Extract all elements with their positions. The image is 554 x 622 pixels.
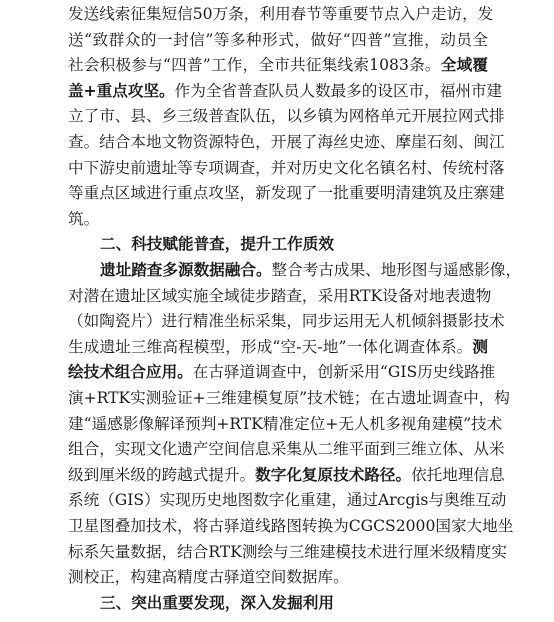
text-segment: 送“致群众的一封信”等多种形式，做好“四普”宣推，动员全 xyxy=(68,30,488,49)
text-segment: 生成遗址三维高程模型，形成“空-天-地”一体化调查体系。 xyxy=(68,337,473,356)
text-line xyxy=(68,565,488,591)
bold-heading-segment: 数字化复原技术路径。 xyxy=(255,465,412,484)
text-line xyxy=(68,335,488,361)
text-segment: 组合，实现文化遗产空间信息采集从二维平面到三维立体、从米 xyxy=(68,440,505,459)
section-heading xyxy=(100,232,480,258)
text-segment: 查。结合本地文物资源特色，开展了海丝史迹、摩崖石刻、闽江 xyxy=(68,133,505,151)
text-segment: 级到厘米级的跨越式提升。 xyxy=(68,465,256,484)
text-line xyxy=(68,2,494,28)
text-segment: 卫星图叠加技术，将古驿道线路图转换为CGCS2000国家大地坐 xyxy=(68,517,514,535)
text-line xyxy=(68,79,503,105)
text-line xyxy=(68,309,505,335)
bold-heading-segment: 全域覆 xyxy=(440,56,488,75)
text-line xyxy=(68,104,505,130)
text-line xyxy=(68,540,507,566)
text-line xyxy=(68,181,505,207)
text-line xyxy=(68,412,503,438)
section-heading xyxy=(100,591,480,617)
text-segment: 中下游史前遗址等专项调查，并对历史文化名镇名村、传统村落 xyxy=(68,158,505,177)
text-line xyxy=(68,360,496,386)
text-line xyxy=(100,258,522,284)
text-segment: 系统（GIS）实现历史地图数字化重建，通过Arcgis与奥维互动 xyxy=(68,491,507,510)
bold-heading-segment: 三、突出重要发现，深入发掘利用 xyxy=(100,593,334,612)
text-segment: 依托地理信息 xyxy=(411,465,505,484)
text-segment: 测校正，构建高精度古驿道空间数据库。 xyxy=(68,568,349,587)
text-segment: 立了市、县、乡三级普查队伍，以乡镇为网格单元开展拉网式排 xyxy=(68,107,505,126)
text-line xyxy=(68,28,488,54)
text-line xyxy=(68,156,505,182)
text-segment: 对潜在遗址区域实施全域徒步踏查，采用RTK设备对地表遗物 xyxy=(68,286,492,305)
text-segment: 在古驿道调查中，创新采用“GIS历史线路推 xyxy=(192,363,496,382)
text-line xyxy=(68,463,505,489)
text-line xyxy=(68,207,488,233)
text-segment: 整合考古成果、地形图与遥感影像， xyxy=(271,261,522,279)
bold-heading-segment: 绘技术组合应用。 xyxy=(68,363,193,382)
section-heading-text: 二、科技赋能普查，提升工作质效 xyxy=(100,235,334,254)
text-line xyxy=(68,386,510,412)
text-segment: 等重点区域进行重点攻坚，新发现了一批重要明清建筑及庄寨建 xyxy=(68,184,505,203)
text-line xyxy=(68,488,507,514)
text-line xyxy=(68,514,514,540)
text-segment: （如陶瓷片）进行精准坐标采集，同步运用无人机倾斜摄影技术 xyxy=(68,312,505,331)
text-segment: 建“遥感影像解译预判+RTK精准定位+无人机多视角建模”技术 xyxy=(68,414,503,433)
text-segment: 演+RTK实测验证+三维建模复原”技术链；在古遗址调查中，构 xyxy=(68,389,510,407)
bold-heading-segment: 遗址踏查多源数据融合。 xyxy=(100,261,272,279)
text-line xyxy=(68,284,492,310)
bold-heading-segment: 盖+重点攻坚。 xyxy=(68,81,175,100)
text-line xyxy=(68,130,505,156)
text-segment: 筑。 xyxy=(68,209,100,228)
text-line xyxy=(68,437,505,463)
text-segment: 社会积极参与“四普”工作，全市共征集线索1083条。 xyxy=(68,56,441,75)
text-segment: 发送线索征集短信50万条，利用春节等重要节点入户走访，发 xyxy=(68,5,494,23)
bold-heading-segment: 测 xyxy=(472,337,488,356)
text-line xyxy=(68,53,488,79)
text-segment: 作为全省普查队员人数最多的设区市，福州市建 xyxy=(174,81,503,100)
text-segment: 标系矢量数据，结合RTK测绘与三维建模技术进行厘米级精度实 xyxy=(68,542,507,561)
